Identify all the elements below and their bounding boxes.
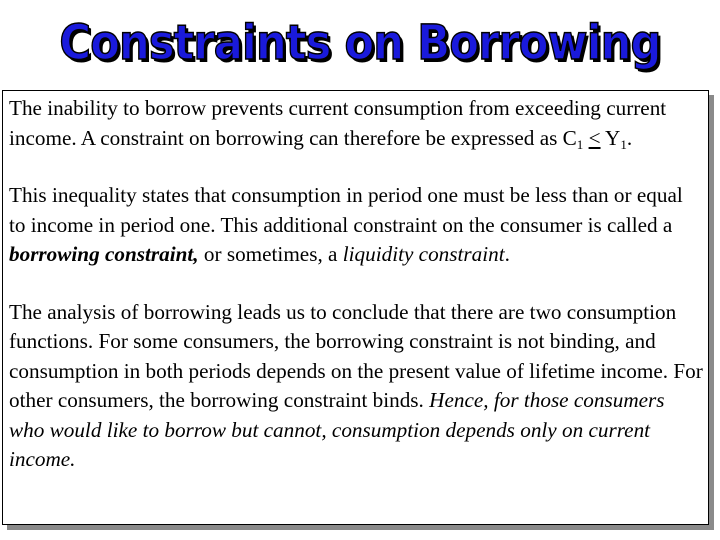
borrowing-constraint-term: borrowing constraint, — [9, 242, 199, 266]
less-equal-symbol: < — [588, 125, 601, 150]
paragraph-2-text: This inequality states that consumption in period one must be less than or equal to income in period one. This additional constraint on the consumer is called a — [9, 183, 683, 237]
paragraph-1-end: . — [626, 125, 633, 150]
paragraph-3-conclusion: Hence, for those consumers who would like to borrow but cannot, consumption depends only on current income. — [9, 388, 665, 471]
paragraph-2-end: . — [504, 242, 510, 266]
paragraph-3 — [9, 298, 704, 475]
paragraph-1 — [9, 94, 704, 153]
paragraph-2 — [9, 181, 704, 270]
paragraph-1-text: The inability to borrow prevents current consumption from exceeding current income. A constraint on borrowing can therefore be expressed as C — [9, 96, 667, 150]
slide-title: Constraints on Borrowing — [59, 15, 661, 71]
subscript-c: 1 — [576, 136, 584, 152]
liquidity-constraint-term: liquidity constraint — [342, 242, 505, 266]
paragraph-3-text: The analysis of borrowing leads us to conclude that there are two consumption functions. For some consumers, the borrowing constraint is not binding, and consumption in both periods depends on the present value of lifetime income. For other consumers, the borrowing constraint binds. — [9, 299, 703, 412]
income-symbol: Y — [605, 125, 621, 150]
content-box — [2, 90, 709, 525]
subscript-y: 1 — [620, 136, 627, 152]
title-area — [0, 0, 720, 92]
paragraph-2-mid: or sometimes, a — [198, 242, 343, 266]
